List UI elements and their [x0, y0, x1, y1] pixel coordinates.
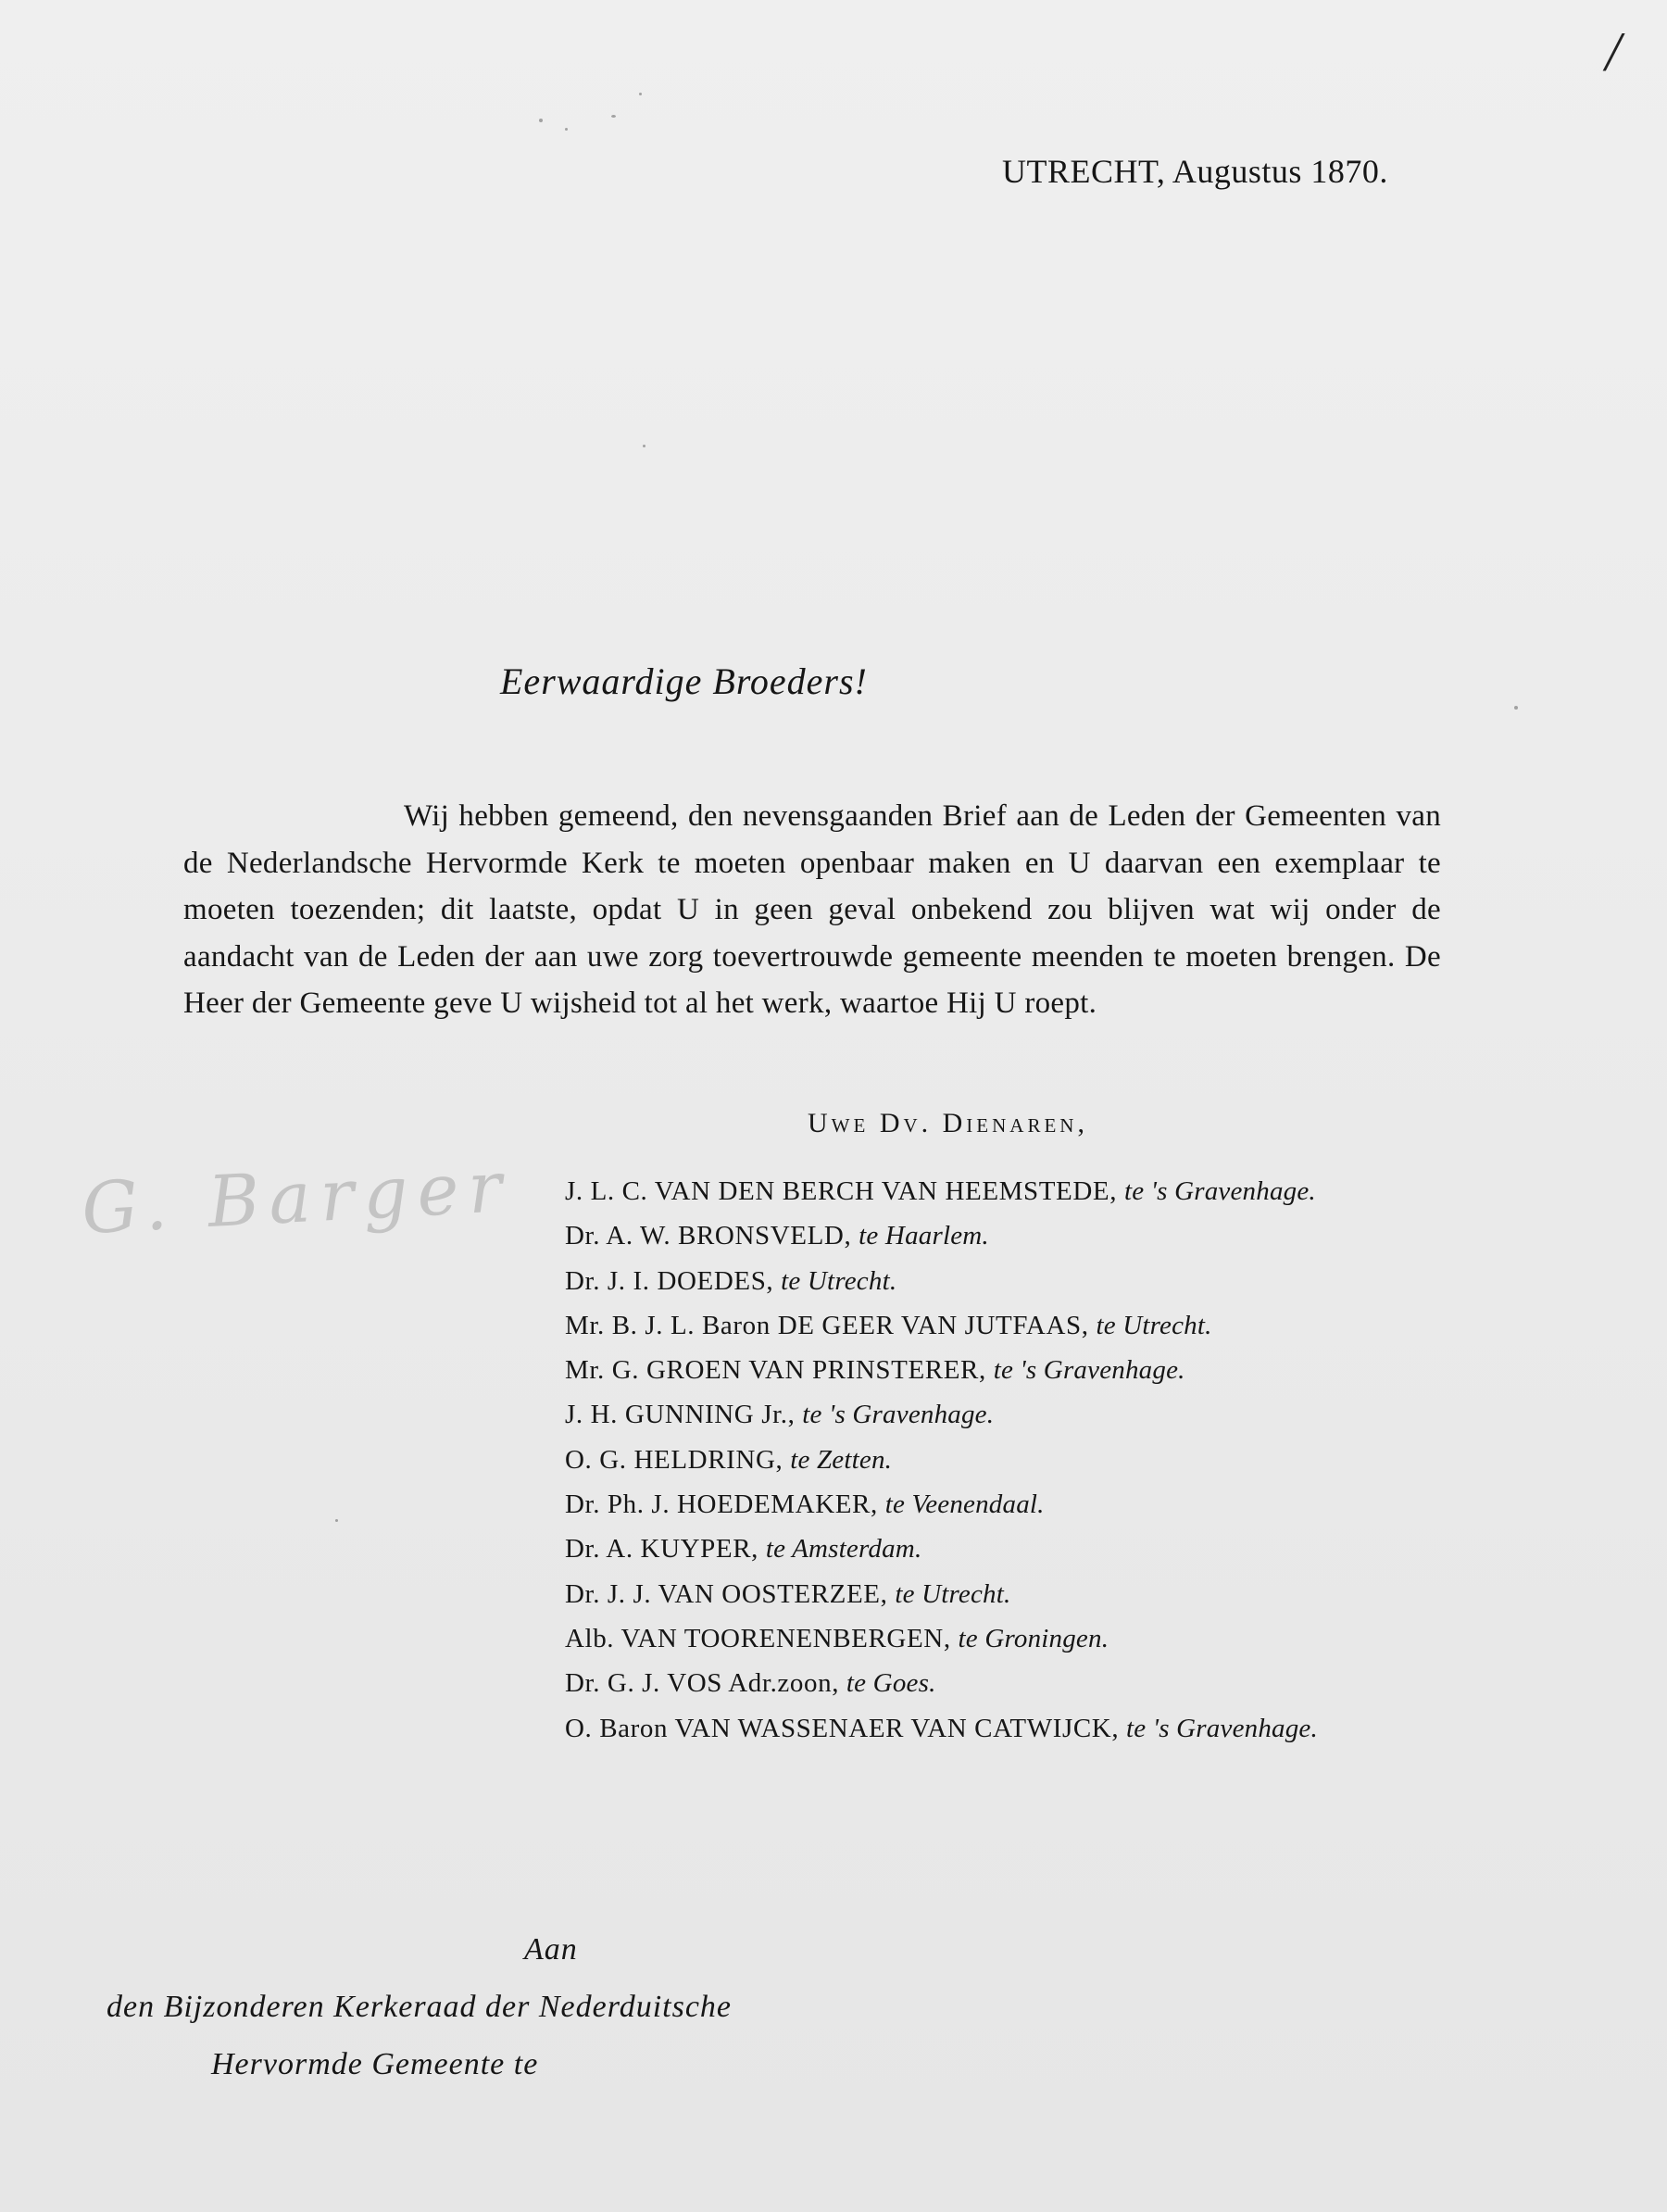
paper-speck [565, 128, 568, 131]
signatory-name: Dr. G. J. VOS Adr.zoon, [565, 1668, 840, 1699]
paper-speck [539, 119, 543, 122]
signatory-name: J. L. C. VAN DEN BERCH VAN HEEMSTEDE, [565, 1176, 1118, 1206]
signatory-name: J. H. GUNNING Jr., [565, 1400, 796, 1430]
signatory-place: te Amsterdam. [765, 1534, 922, 1565]
signatory [565, 1392, 1318, 1437]
signatory [565, 1706, 1318, 1751]
signatory-place: te 's Gravenhage. [1123, 1176, 1316, 1206]
address-line: Hervormde Gemeente te [211, 2047, 539, 2081]
signatory-name: Dr. J. J. VAN OOSTERZEE, [565, 1578, 888, 1609]
signatory-place: te Zetten. [790, 1444, 893, 1475]
letter-body: Wij hebben gemeend, den nevensgaanden Brief aan de Leden der Gemeenten van de Nederlandsche Hervormde Kerk te moeten openbaar maken en U daarvan een exemplaar te moeten toezenden; dit laatste, opdat U in geen geval onbekend zou blijven wat wij onder de aandacht van de Leden der aan uwe zorg toevertrouwde gemeente meenden te moeten brengen. De Heer der Gemeente geve U wijsheid tot al het werk, waartoe Hij U roept. [183, 799, 1441, 1020]
signatory-name: Mr. G. GROEN VAN PRINSTERER, [565, 1355, 986, 1386]
signatory-place: te Utrecht. [1096, 1310, 1212, 1340]
dateline: UTRECHT, Augustus 1870. [1002, 153, 1388, 190]
paper-speck [1514, 706, 1518, 710]
signatory-place: te Groningen. [958, 1623, 1109, 1653]
signatory-name: Alb. VAN TOORENENBERGEN, [565, 1623, 951, 1653]
signatory [565, 1259, 1318, 1303]
signatory-name: Dr. Ph. J. HOEDEMAKER, [565, 1489, 878, 1520]
signatory [565, 1616, 1318, 1661]
signatory-name: Dr. A. KUYPER, [565, 1534, 759, 1565]
salutation: Eerwaardige Broeders! [500, 660, 868, 702]
paper-speck [639, 93, 642, 95]
signatory-list [565, 1169, 1318, 1751]
signatory [565, 1303, 1318, 1348]
signatory-place: te Utrecht. [781, 1265, 897, 1296]
signatory-place: te Utrecht. [895, 1578, 1011, 1609]
signatory [565, 1169, 1318, 1213]
signatory-name: Dr. A. W. BRONSVELD, [565, 1221, 852, 1251]
paper-speck [611, 115, 616, 118]
signatory [565, 1572, 1318, 1616]
address-line: Aan [524, 1932, 578, 1967]
signatory [565, 1438, 1318, 1482]
signatory-place: te 's Gravenhage. [993, 1355, 1185, 1386]
signatory-name: Dr. J. I. DOEDES, [565, 1265, 774, 1296]
signatory [565, 1348, 1318, 1392]
page-number: / [1605, 21, 1621, 82]
signatory [565, 1482, 1318, 1527]
signatory [565, 1213, 1318, 1258]
paper-speck [643, 445, 645, 447]
paper-speck [335, 1519, 338, 1522]
signatory-name: Mr. B. J. L. Baron DE GEER VAN JUTFAAS, [565, 1310, 1089, 1340]
signatory-place: te Haarlem. [859, 1221, 989, 1251]
handwritten-pencil-annotation: G. Barger [79, 1144, 513, 1251]
signatory [565, 1661, 1318, 1705]
closing-line: Uwe Dv. Dienaren, [808, 1108, 1088, 1138]
signatory-place: te 's Gravenhage. [1126, 1713, 1318, 1743]
signatory-place: te Veenendaal. [884, 1489, 1045, 1520]
signatory-name: O. G. HELDRING, [565, 1444, 783, 1475]
signatory [565, 1527, 1318, 1571]
signatory-place: te 's Gravenhage. [802, 1400, 995, 1430]
address-line: den Bijzonderen Kerkeraad der Nederduitsche [107, 1990, 733, 2024]
signatory-name: O. Baron VAN WASSENAER VAN CATWIJCK, [565, 1713, 1120, 1743]
signatory-place: te Goes. [846, 1668, 936, 1699]
